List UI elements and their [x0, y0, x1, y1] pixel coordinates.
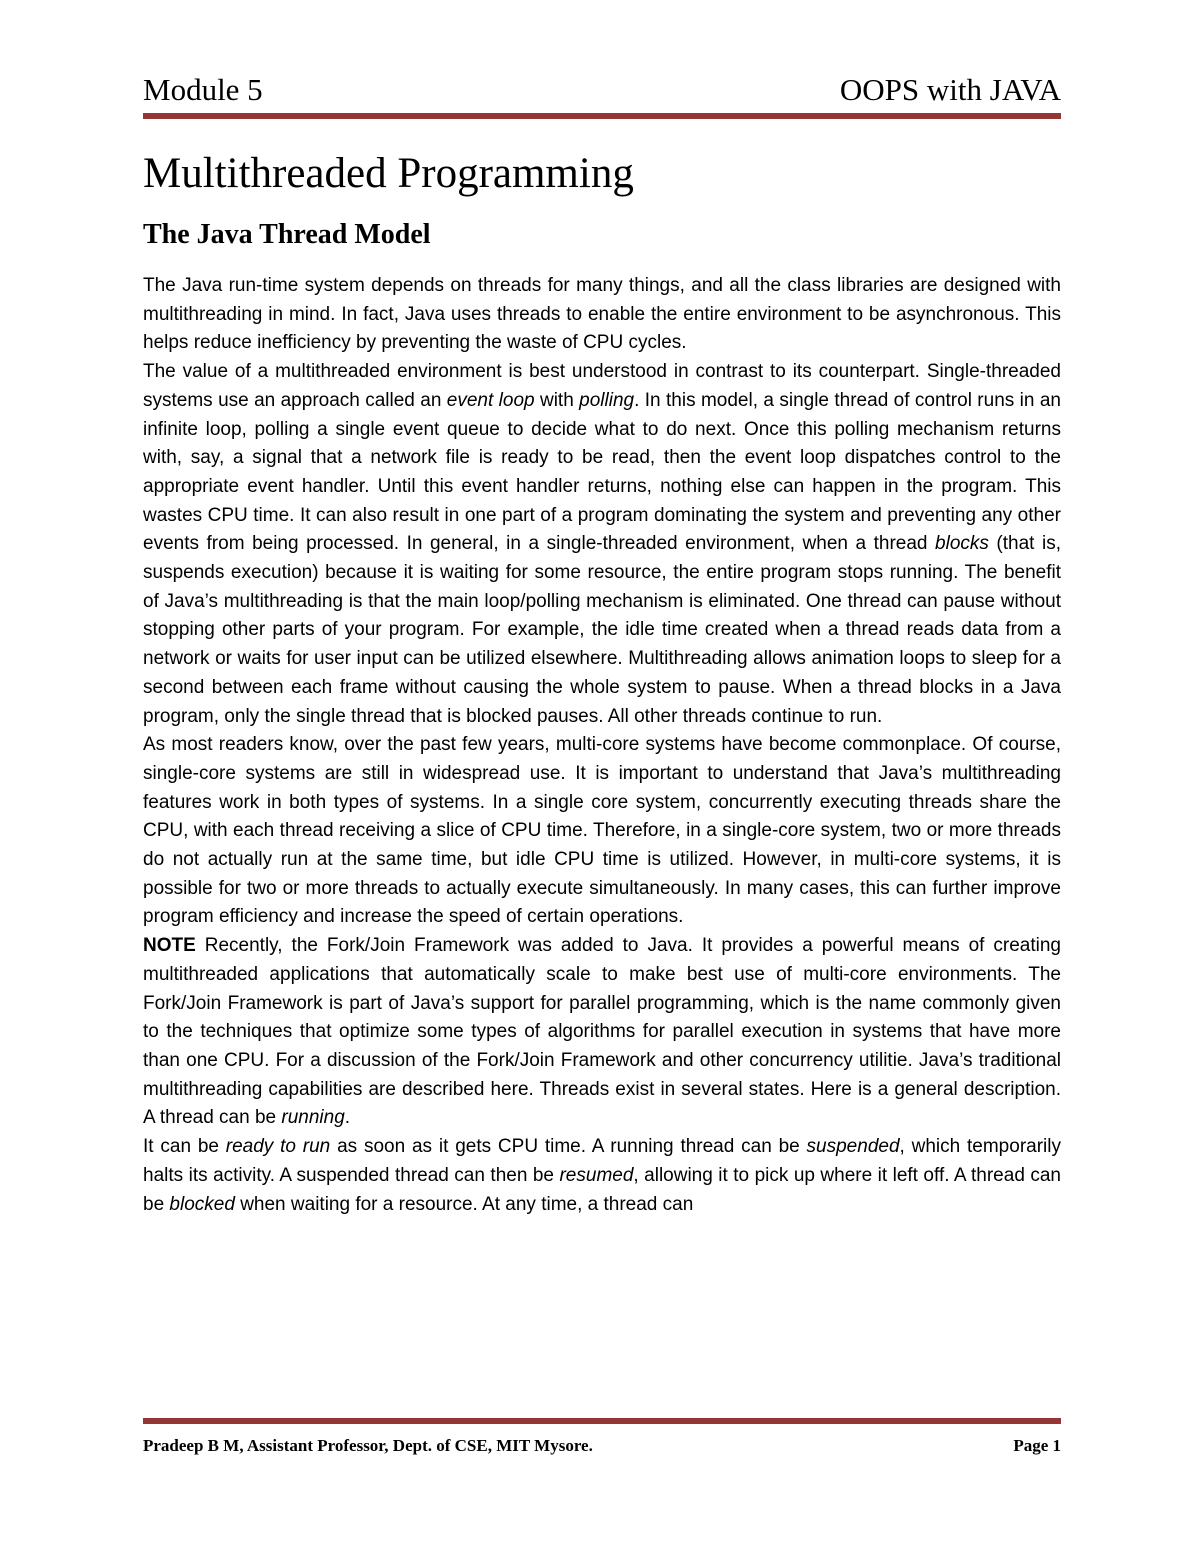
text-run: when waiting for a resource. At any time, a thread can: [234, 1193, 694, 1215]
paragraph-5: [143, 1133, 1061, 1219]
italic-term: blocks: [935, 533, 989, 555]
italic-term: ready to run: [225, 1136, 331, 1158]
header-rule: [143, 113, 1061, 119]
text-run: (that is, suspends execution) because it is waiting for some resource, the entire program stops running. The benefit of Java’s multithreading is that the main loop/polling mechanism is eliminated. One thread can pause without stopping other parts of your program. For example, the idle time created when a thread reads data from a network or waits for user input can be utilized elsewhere. Multithreading allows animation loops to sleep for a second between each frame without causing the whole system to pause. When a thread blocks in a Java program, only the single thread that is blocked pauses. All other threads continue to run.: [143, 533, 1061, 727]
italic-term: event loop: [446, 389, 535, 411]
text-run: , which temporarily halts its activity. A suspended thread can then be: [143, 1136, 1061, 1186]
text-run: It can be: [143, 1136, 226, 1158]
author-line: Pradeep B M, Assistant Professor, Dept. of CSE, MIT Mysore.: [143, 1436, 593, 1455]
module-label: Module 5: [143, 72, 263, 107]
text-run: as soon as it gets CPU time. A running thread can be: [330, 1136, 807, 1158]
text-run: Recently, the Fork/Join Framework was added to Java. It provides a powerful means of creating multithreaded applications that automatically scale to make best use of multi-core environments. The Fork/Join Framework is part of Java’s support for parallel programming, which is the name commonly given to the techniques that optimize some types of algorithms for parallel execution in systems that have more than one CPU. For a discussion of the Fork/Join Framework and other concurrency utilitie. Java’s traditional multithreading capabilities are described here. Threads exist in several states. Here is a general description. A thread can be: [143, 935, 1061, 1129]
text-run: with: [534, 389, 580, 411]
text-run: The value of a multithreaded environment is best understood in contrast to its counterpart. Single-threaded systems use an approach called an: [143, 361, 1061, 411]
page-footer: [143, 1434, 1061, 1458]
italic-term: suspended: [806, 1136, 900, 1158]
text-run: . In this model, a single thread of control runs in an infinite loop, polling a single event queue to decide what to do next. Once this polling mechanism returns with, say, a signal that a network file is ready to be read, then the event loop dispatches control to the appropriate event handler. Until this event handler returns, nothing else can happen in the program. This wastes CPU time. It can also result in one part of a program dominating the system and preventing any other events from being processed. In general, in a single-threaded environment, when a thread: [143, 389, 1061, 555]
page-header: [143, 70, 1061, 110]
text-run: , allowing it to pick up where it left off. A thread can be: [143, 1164, 1061, 1215]
italic-term: resumed: [559, 1164, 634, 1186]
paragraph-1: The Java run-time system depends on threads for many things, and all the class libraries are designed with multithreading in mind. In fact, Java uses threads to enable the entire environment to be asynchronous. This helps reduce inefficiency by preventing the waste of CPU cycles.: [143, 275, 1061, 354]
body-text: [143, 272, 1061, 1219]
section-heading: The Java Thread Model: [143, 219, 431, 250]
text-run: .: [344, 1107, 351, 1129]
italic-term: blocked: [169, 1193, 235, 1215]
page-number: Page 1: [1013, 1436, 1061, 1455]
italic-term: running: [281, 1107, 345, 1129]
course-label: OOPS with JAVA: [839, 72, 1061, 107]
note-label: NOTE: [143, 935, 196, 957]
paragraph-3: As most readers know, over the past few years, multi-core systems have become commonplace. Of course, single-core systems are still in widespread use. It is important to understand that Java’s multithreading features work in both types of systems. In a single core system, concurrently executing threads share the CPU, with each thread receiving a slice of CPU time. Therefore, in a single-core system, two or more threads do not actually run at the same time, but idle CPU time is utilized. However, in multi-core systems, it is possible for two or more threads to actually execute simultaneously. In many cases, this can further improve program efficiency and increase the speed of certain operations.: [143, 734, 1061, 928]
paragraph-2: [143, 358, 1061, 731]
page-title: Multithreaded Programming: [143, 150, 634, 197]
paragraph-4: [143, 932, 1061, 1133]
italic-term: polling: [579, 389, 635, 411]
footer-rule: [143, 1418, 1061, 1424]
